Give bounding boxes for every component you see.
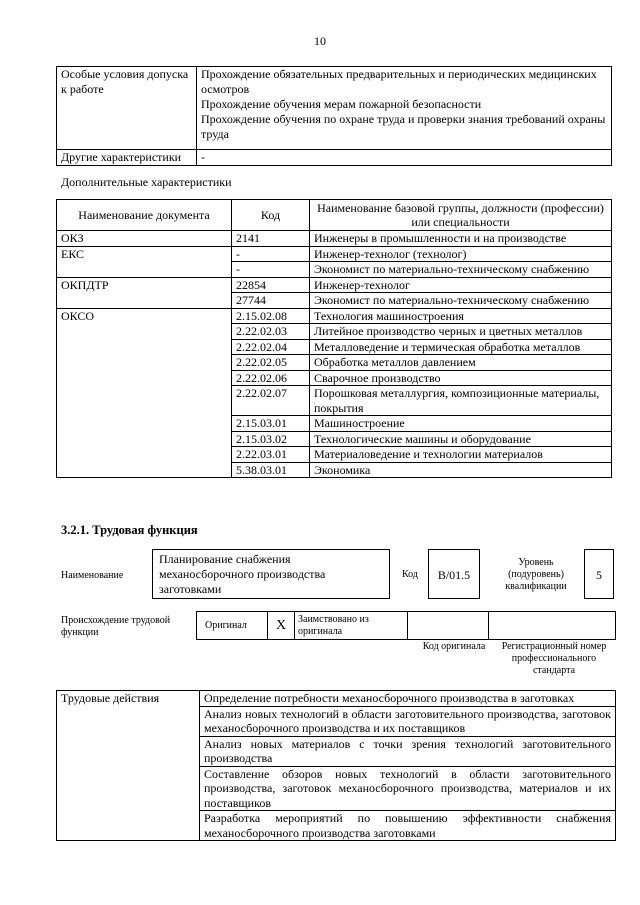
table-row (57, 246, 612, 262)
code-cell: 2.15.03.02 (232, 431, 310, 447)
code-cell: 2.22.02.06 (232, 370, 310, 386)
table-row (57, 67, 612, 150)
doc-cell-empty (57, 416, 232, 432)
doc-cell-empty (57, 355, 232, 371)
doc-cell: ОКСО (57, 308, 232, 324)
original-mark: X (267, 612, 295, 639)
name-cell: Материаловедение и технологии материалов (310, 447, 612, 463)
condition-line: Прохождение обязательных предварительных и периодических медицинских осмотров (201, 67, 597, 96)
doc-cell-empty (57, 462, 232, 478)
name-cell: Металловедение и термическая обработка металлов (310, 339, 612, 355)
additional-characteristics-table (56, 199, 612, 478)
original-code-label: Код оригинала (422, 641, 486, 652)
table-row (57, 277, 612, 293)
action-item: Анализ новых материалов с точки зрения технологий заготовительного производства (200, 736, 616, 766)
special-conditions-value (197, 67, 612, 150)
header-code: Код (232, 200, 310, 231)
code-label: Код (402, 569, 418, 580)
conditions-table (56, 66, 612, 166)
action-item: Анализ новых технологий в области заготовительного производства, заготовок механосборочного производства и их поставщиков (200, 706, 616, 736)
table-row (57, 308, 612, 324)
action-item: Определение потребности механосборочного производства в заготовках (200, 691, 616, 707)
name-cell: Обработка металлов давлением (310, 355, 612, 371)
original-label: Оригинал (205, 620, 247, 631)
condition-line: Прохождение обучения по охране труда и проверки знания требований охраны труда (201, 112, 606, 141)
labor-actions-table (56, 690, 616, 841)
table-row (57, 324, 612, 340)
borrowed-label: Заимствовано из оригинала (298, 614, 369, 637)
code-cell: 2.15.02.08 (232, 308, 310, 324)
name-cell: Экономика (310, 462, 612, 478)
name-cell: Технология машиностроения (310, 308, 612, 324)
function-code-value: B/01.5 (428, 549, 480, 599)
name-cell: Экономист по материально-техническому снабжению (310, 293, 612, 309)
header-name: Наименование базовой группы, должности (профессии) или специальности (310, 200, 612, 231)
actions-label-empty (57, 766, 200, 811)
condition-line: Прохождение обучения мерам пожарной безопасности (201, 97, 482, 111)
name-cell: Сварочное производство (310, 370, 612, 386)
table-header-row (57, 200, 612, 231)
special-conditions-label: Особые условия допуска к работе (57, 67, 197, 150)
code-cell: - (232, 262, 310, 278)
doc-cell-empty (57, 431, 232, 447)
name-cell: Порошковая металлургия, композиционные материалы, покрытия (310, 386, 612, 416)
section-heading: 3.2.1. Трудовая функция (61, 523, 198, 537)
table-row (57, 462, 612, 478)
doc-cell-empty (57, 339, 232, 355)
level-value: 5 (584, 549, 614, 599)
original-code-cell (407, 612, 489, 639)
name-cell: Литейное производство черных и цветных металлов (310, 324, 612, 340)
table-row (57, 370, 612, 386)
code-cell: 2141 (232, 231, 310, 247)
origin-label: Происхождение трудовой функции (61, 615, 171, 638)
function-name-value: Планирование снабжения механосборочного производства заготовками (152, 549, 390, 599)
code-cell: 2.22.02.05 (232, 355, 310, 371)
doc-cell-empty (57, 370, 232, 386)
reg-number-label: Регистрационный номер профессионального стандарта (501, 641, 607, 676)
header-document: Наименование документа (57, 200, 232, 231)
action-item: Составление обзоров новых технологий в области заготовительного производства, заготовок механосборочного производства, материалов и их поставщиков (200, 766, 616, 811)
code-cell: 5.38.03.01 (232, 462, 310, 478)
name-cell: Инженер-технолог (технолог) (310, 246, 612, 262)
level-label: Уровень (подуровень) квалификации (505, 557, 567, 592)
additional-characteristics-title: Дополнительные характеристики (61, 175, 232, 189)
name-cell: Технологические машины и оборудование (310, 431, 612, 447)
doc-cell-empty (57, 447, 232, 463)
doc-cell-empty (57, 386, 232, 416)
code-cell: 2.22.03.01 (232, 447, 310, 463)
table-row (57, 386, 612, 416)
table-row (57, 231, 612, 247)
doc-cell-empty (57, 293, 232, 309)
table-row (57, 811, 616, 841)
table-row (57, 150, 612, 166)
other-characteristics-label: Другие характеристики (57, 150, 197, 166)
other-characteristics-value: - (197, 150, 612, 166)
doc-cell-empty (57, 262, 232, 278)
table-row (57, 293, 612, 309)
doc-cell-empty (57, 324, 232, 340)
doc-cell: ЕКС (57, 246, 232, 262)
origin-box (196, 611, 616, 640)
table-row (57, 447, 612, 463)
table-row (57, 736, 616, 766)
table-row (57, 416, 612, 432)
actions-label-empty (57, 736, 200, 766)
name-cell: Инженер-технолог (310, 277, 612, 293)
code-cell: 22854 (232, 277, 310, 293)
table-row (57, 339, 612, 355)
table-row (57, 766, 616, 811)
actions-label-empty (57, 811, 200, 841)
table-row (57, 691, 616, 707)
name-cell: Экономист по материально-техническому снабжению (310, 262, 612, 278)
page-number: 10 (314, 34, 326, 48)
action-item: Разработка мероприятий по повышению эффективности снабжения механосборочного производства заготовками (200, 811, 616, 841)
name-label: Наименование (61, 570, 124, 581)
code-cell: 2.15.03.01 (232, 416, 310, 432)
table-row (57, 262, 612, 278)
table-row (57, 355, 612, 371)
table-row (57, 431, 612, 447)
actions-label: Трудовые действия (57, 691, 200, 707)
table-row (57, 706, 616, 736)
code-cell: 2.22.02.04 (232, 339, 310, 355)
doc-cell: ОКЗ (57, 231, 232, 247)
code-cell: 2.22.02.03 (232, 324, 310, 340)
code-cell: - (232, 246, 310, 262)
name-cell: Инженеры в промышленности и на производстве (310, 231, 612, 247)
doc-cell: ОКПДТР (57, 277, 232, 293)
code-cell: 2.22.02.07 (232, 386, 310, 416)
code-cell: 27744 (232, 293, 310, 309)
actions-label-empty (57, 706, 200, 736)
name-cell: Машиностроение (310, 416, 612, 432)
